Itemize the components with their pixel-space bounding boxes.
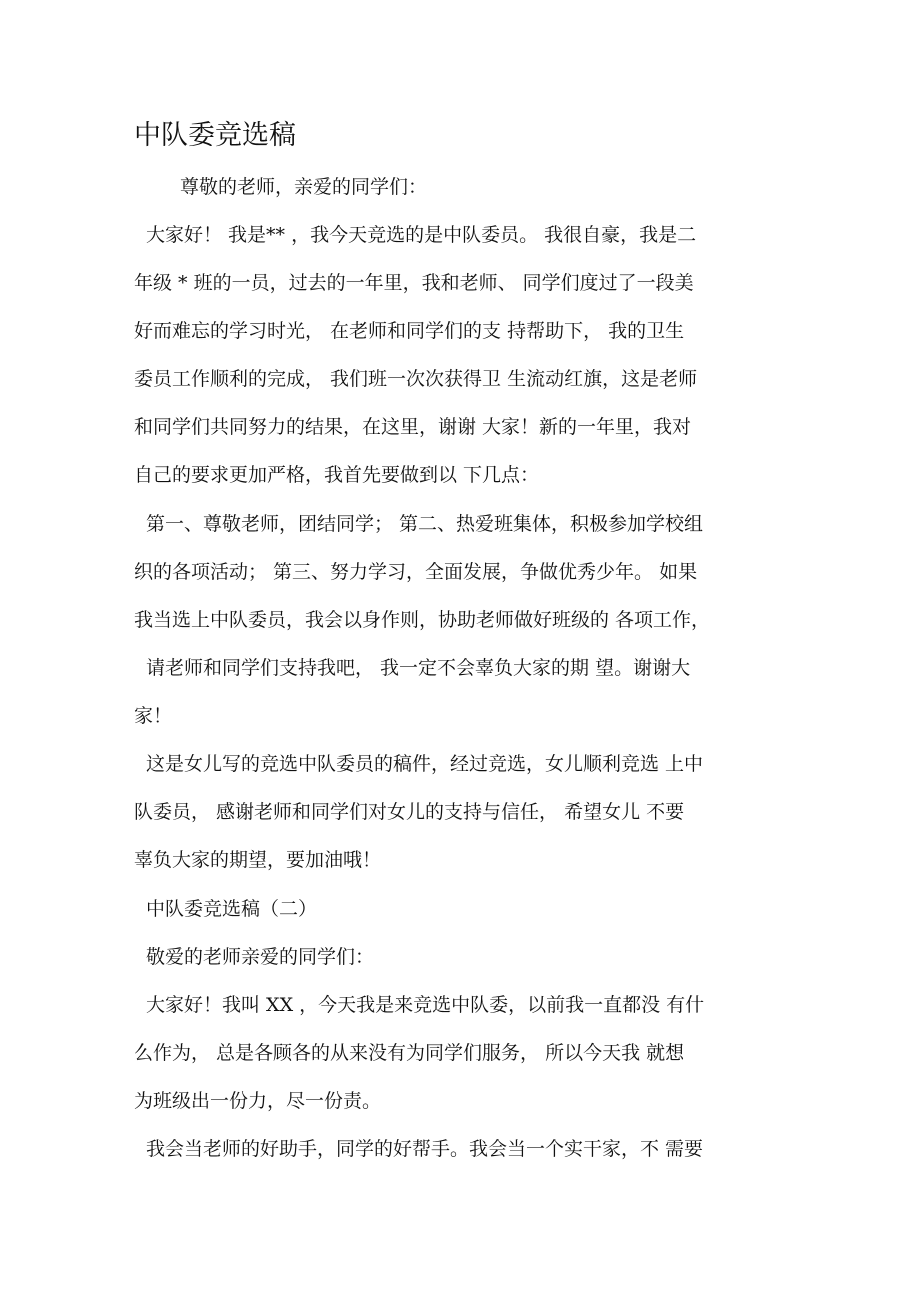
paragraph-line: 自己的要求更加严格，我首先要做到以 下几点：	[134, 464, 540, 486]
salutation: 尊敬的老师，亲爱的同学们：	[180, 176, 428, 198]
paragraph-line: 好而难忘的学习时光， 在老师和同学们的支 持帮助下， 我的卫生	[134, 320, 685, 342]
paragraph-line: 委员工作顺利的完成， 我们班一次次获得卫 生流动红旗，这是老师	[134, 368, 698, 390]
section-title: 中队委竞选稿（二）	[146, 898, 318, 920]
paragraph-line: 队委员， 感谢老师和同学们对女儿的支持与信任， 希望女儿 不要	[134, 801, 685, 823]
paragraph-line: 织的各项活动； 第三、努力学习，全面发展，争做优秀少年。 如果	[134, 561, 698, 583]
paragraph-line: 请老师和同学们支持我吧， 我一定不会辜负大家的期 望。谢谢大	[146, 657, 691, 679]
paragraph-line: 我会当老师的好助手，同学的好帮手。我会当一个实干家，不 需要	[146, 1138, 704, 1160]
paragraph-line: 家！	[134, 705, 173, 727]
document-title: 中队委竞选稿	[134, 120, 296, 151]
salutation: 敬爱的老师亲爱的同学们：	[146, 946, 375, 968]
paragraph-line: 大家好！我叫 XX ，今天我是来竞选中队委，以前我一直都没 有什	[146, 994, 705, 1016]
paragraph-line: 年级 * 班的一员，过去的一年里，我和老师、 同学们度过了一段美	[134, 272, 694, 294]
paragraph-line: 第一、尊敬老师，团结同学； 第二、热爱班集体，积极参加学校组	[146, 513, 704, 535]
paragraph-line: 大家好！ 我是** ，我今天竞选的是中队委员。 我很自豪，我是二	[146, 224, 697, 246]
paragraph-line: 为班级出一份力，尽一份责。	[134, 1090, 382, 1112]
paragraph-line: 我当选上中队委员，我会以身作则，协助老师做好班级的 各项工作，	[134, 609, 711, 631]
paragraph-line: 么作为， 总是各顾各的从来没有为同学们服务， 所以今天我 就想	[134, 1042, 685, 1064]
paragraph-line: 辜负大家的期望，要加油哦！	[134, 849, 382, 871]
paragraph-line: 这是女儿写的竞选中队委员的稿件，经过竞选，女儿顺利竞选 上中	[146, 753, 704, 775]
paragraph-line: 和同学们共同努力的结果，在这里，谢谢 大家！新的一年里，我对	[134, 416, 692, 438]
